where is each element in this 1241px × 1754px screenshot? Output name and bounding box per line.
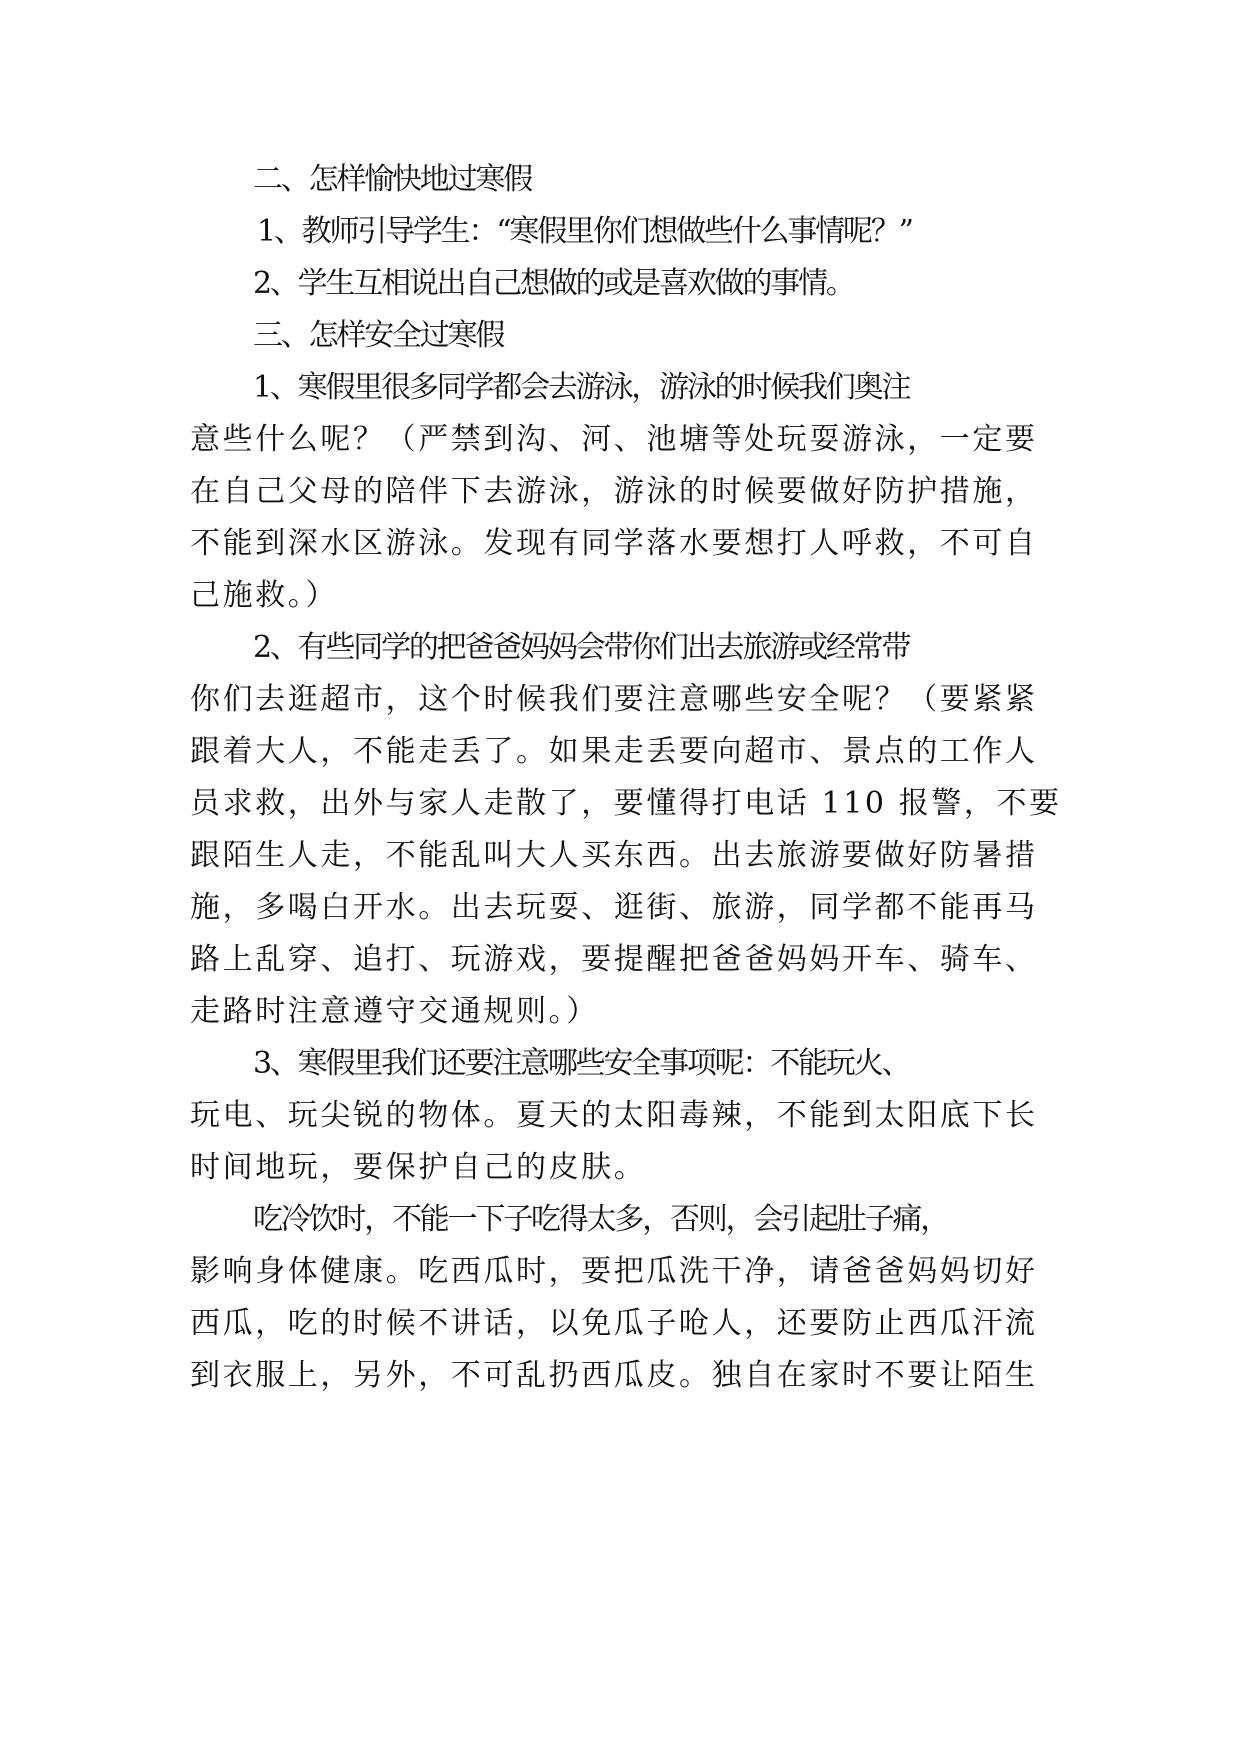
text-line: 影响身体健康。吃西瓜时，要把瓜洗干净，请爸爸妈妈切好	[190, 1254, 1038, 1289]
text-line: 西瓜，吃的时候不讲话，以免瓜子呛人，还要防止西瓜汗流	[190, 1306, 1038, 1341]
text-line: 1、教师引导学生：“寒假里你们想做些什么事情呢？”	[257, 214, 912, 249]
section-heading-2: 二、怎样愉快地过寒假	[253, 162, 531, 197]
text-line: 员求救，出外与家人走散了，要懂得打电话 110 报警，不要	[190, 786, 1062, 821]
section-heading-3: 三、怎样安全过寒假	[253, 318, 504, 353]
text-line: 到衣服上，另外，不可乱扔西瓜皮。独自在家时不要让陌生	[190, 1358, 1038, 1393]
text-line: 不能到深水区游泳。发现有同学落水要想打人呼救，不可自	[190, 526, 1038, 561]
text-line: 走路时注意遵守交通规则。）	[190, 994, 599, 1029]
text-line: 己施救。）	[190, 578, 338, 613]
text-line: 你们去逛超市，这个时候我们要注意哪些安全呢？（要紧紧	[190, 682, 1038, 717]
text-line: 2、学生互相说出自己想做的或是喜欢做的事情。	[253, 266, 854, 301]
text-line: 1、寒假里很多同学都会去游泳，游泳的时候我们奥注	[253, 370, 910, 405]
text-line: 在自己父母的陪伴下去游泳，游泳的时候要做好防护措施，	[190, 474, 1038, 509]
text-line: 跟着大人，不能走丢了。如果走丢要向超市、景点的工作人	[190, 734, 1038, 769]
text-line: 意些什么呢？（严禁到沟、河、池塘等处玩耍游泳，一定要	[190, 422, 1038, 457]
text-line: 施，多喝白开水。出去玩耍、逛街、旅游，同学都不能再马	[190, 890, 1038, 925]
text-line: 2、有些同学的把爸爸妈妈会带你们出去旅游或经常带	[253, 630, 910, 665]
text-line: 时间地玩，要保护自己的皮肤。	[190, 1150, 647, 1185]
text-line: 吃冷饮时，不能一下子吃得太多，否则，会引起肚子痛，	[253, 1202, 948, 1237]
text-line: 跟陌生人走，不能乱叫大人买东西。出去旅游要做好防暑措	[190, 838, 1038, 873]
text-line: 3、寒假里我们还要注意哪些安全事项呢：不能玩火、	[253, 1046, 910, 1081]
text-line: 玩电、玩尖锐的物体。夏天的太阳毒辣，不能到太阳底下长	[190, 1098, 1038, 1133]
text-line: 路上乱穿、追打、玩游戏，要提醒把爸爸妈妈开车、骑车、	[190, 942, 1038, 977]
